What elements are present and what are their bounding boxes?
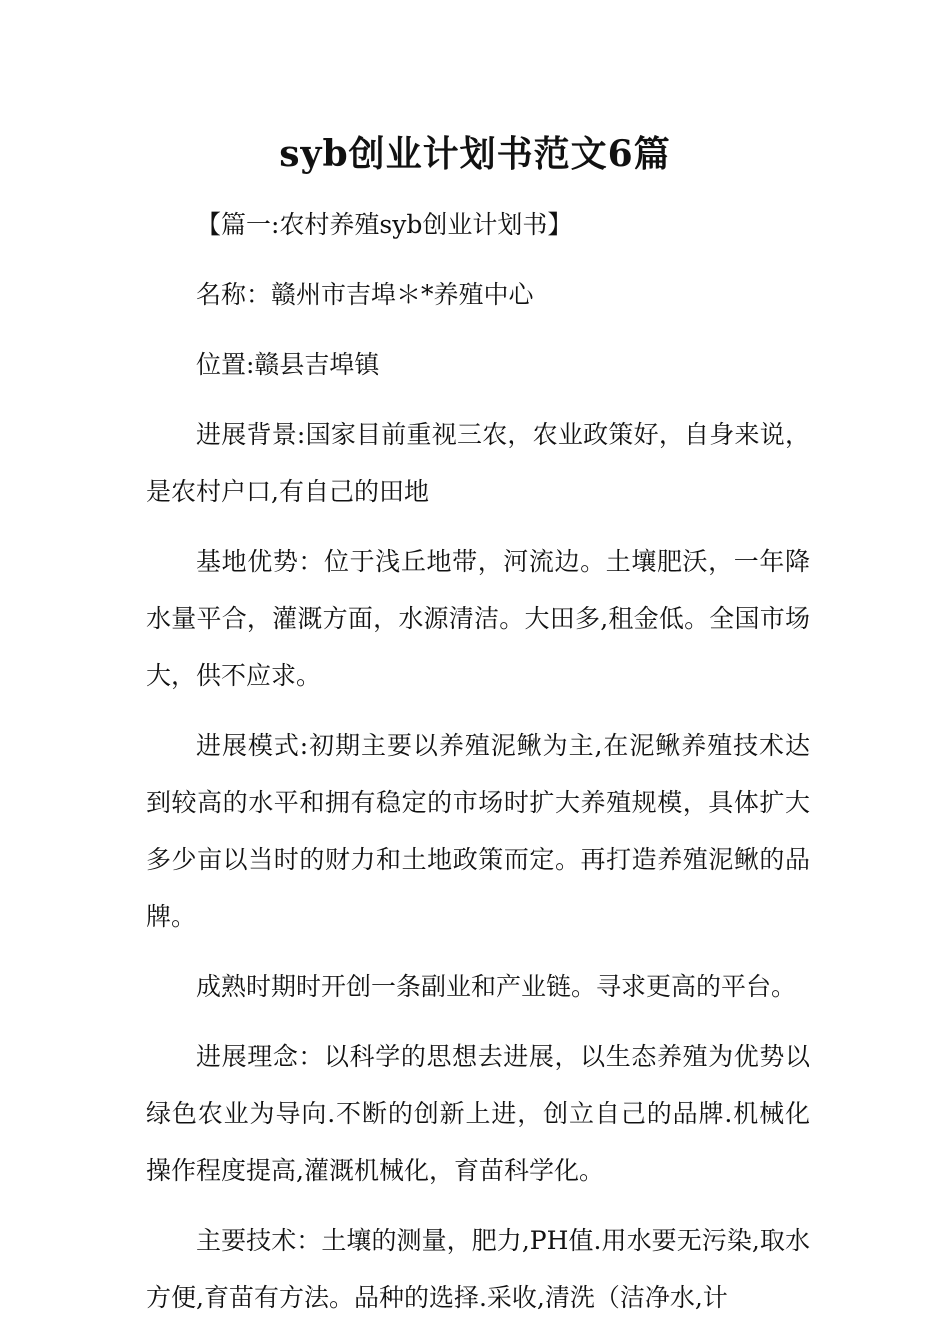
paragraph-model: 进展模式:初期主要以养殖泥鳅为主,在泥鳅养殖技术达到较高的水平和拥有稳定的市场时扩大养殖规模，具体扩大多少亩以当时的财力和土地政策而定。再打造养殖泥鳅的品牌。: [146, 731, 810, 931]
paragraph-advantages: 基地优势：位于浅丘地带，河流边。土壤肥沃，一年降水量平合，灌溉方面，水源清洁。大田多,租金低。全国市场大，供不应求。: [146, 547, 810, 690]
paragraph-location: 位置:赣县吉埠镇: [196, 350, 380, 379]
paragraph-maturity: 成熟时期时开创一条副业和产业链。寻求更高的平台。: [196, 972, 797, 1001]
section-heading: 【篇一:农村养殖syb创业计划书】: [196, 210, 573, 239]
paragraph-background: 进展背景:国家目前重视三农，农业政策好，自身来说，是农村户口,有自己的田地: [146, 420, 810, 506]
document-title: syb创业计划书范文6篇: [279, 133, 671, 175]
paragraph-philosophy: 进展理念：以科学的思想去进展，以生态养殖为优势以绿色农业为导向.不断的创新上进，创立自己的品牌.机械化操作程度提高,灌溉机械化，育苗科学化。: [146, 1042, 810, 1185]
paragraph-name: 名称：赣州市吉埠＊*养殖中心: [196, 280, 534, 309]
document-body: [146, 196, 810, 1339]
paragraph-technology: 主要技术：土壤的测量，肥力,PH值.用水要无污染,取水方便,育苗有方法。品种的选择.采收,清洗（洁净水,计: [146, 1226, 810, 1312]
